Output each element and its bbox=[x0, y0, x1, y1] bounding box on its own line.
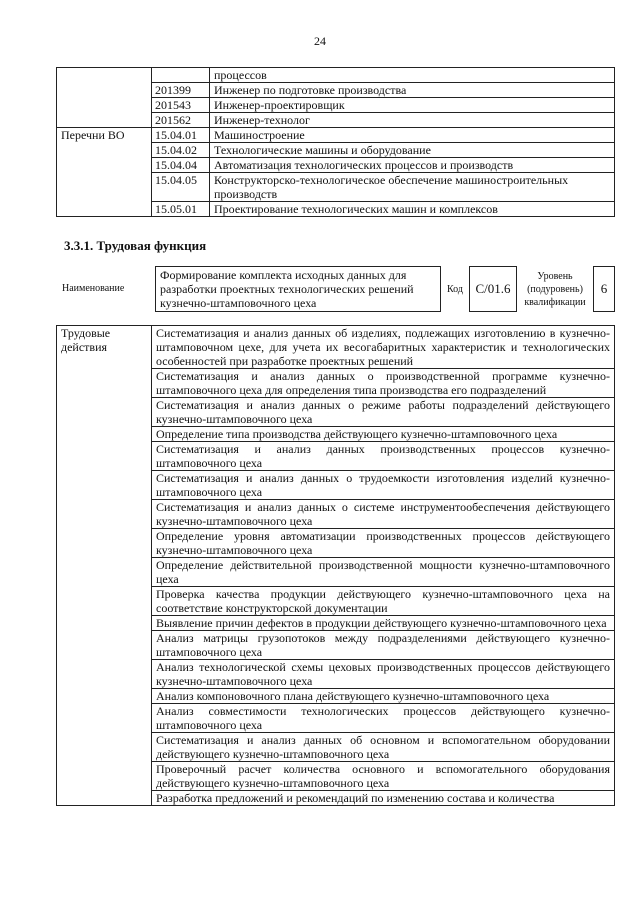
section-title: 3.3.1. Трудовая функция bbox=[64, 238, 207, 253]
labor-action: Проверка качества продукции действующего кузнечно-штамповочного цеха на соответствие конструкторской документации bbox=[152, 587, 615, 616]
row-text: Машиностроение bbox=[210, 128, 615, 143]
row-code bbox=[152, 68, 210, 83]
row-code: 15.04.04 bbox=[152, 158, 210, 173]
labor-action: Анализ технологической схемы цеховых производственных процессов действующего кузнечно-штамповочного цеха bbox=[152, 660, 615, 689]
labor-actions-table bbox=[56, 325, 615, 806]
labor-action: Систематизация и анализ данных о системе инструментообеспечения действующего кузнечно-штамповочного цеха bbox=[152, 500, 615, 529]
labor-action: Разработка предложений и рекомендаций по изменению состава и количества bbox=[152, 791, 615, 806]
labor-action: Анализ совместимости технологических процессов действующего кузнечно-штамповочного цеха bbox=[152, 704, 615, 733]
labor-action: Систематизация и анализ данных о режиме работы подразделений действующего кузнечно-штамповочного цеха bbox=[152, 398, 615, 427]
labor-action: Систематизация и анализ данных об основном и вспомогательном оборудовании действующего кузнечно-штамповочного цеха bbox=[152, 733, 615, 762]
row-code: 15.04.01 bbox=[152, 128, 210, 143]
name-label: Наименование bbox=[62, 283, 125, 294]
row-code: 201399 bbox=[152, 83, 210, 98]
table-row bbox=[57, 128, 615, 143]
labor-action: Систематизация и анализ данных производственных процессов кузнечно-штамповочного цеха bbox=[152, 442, 615, 471]
row-code: 201562 bbox=[152, 113, 210, 128]
labor-actions-label: Трудовые действия bbox=[57, 326, 152, 806]
row-group-label: Перечни ВО bbox=[57, 128, 152, 217]
labor-action: Определение уровня автоматизации производственных процессов действующего кузнечно-штамповочного цеха bbox=[152, 529, 615, 558]
row-text: Технологические машины и оборудование bbox=[210, 143, 615, 158]
row-text: Инженер по подготовке производства bbox=[210, 83, 615, 98]
row-text: Конструкторско-технологическое обеспечение машиностроительных производств bbox=[210, 173, 615, 202]
row-text: Инженер-проектировщик bbox=[210, 98, 615, 113]
row-code: 201543 bbox=[152, 98, 210, 113]
row-code: 15.04.02 bbox=[152, 143, 210, 158]
level-label: Уровень (подуровень) квалификации bbox=[524, 271, 586, 308]
row-text: процессов bbox=[210, 68, 615, 83]
row-text: Проектирование технологических машин и комплексов bbox=[210, 202, 615, 217]
labor-action: Систематизация и анализ данных о производственной программе кузнечно-штамповочного цеха для определения типа производства его подразделений bbox=[152, 369, 615, 398]
labor-action: Систематизация и анализ данных о трудоемкости изготовления изделий кузнечно-штамповочного цеха bbox=[152, 471, 615, 500]
row-text: Инженер-технолог bbox=[210, 113, 615, 128]
code-label: Код bbox=[447, 284, 463, 295]
row-text: Автоматизация технологических процессов и производств bbox=[210, 158, 615, 173]
labor-action: Определение типа производства действующего кузнечно-штамповочного цеха bbox=[152, 427, 615, 442]
function-code-box: C/01.6 bbox=[469, 266, 517, 312]
table-row bbox=[57, 326, 615, 369]
table-row bbox=[57, 68, 615, 83]
labor-action: Выявление причин дефектов в продукции действующего кузнечно-штамповочного цеха bbox=[152, 616, 615, 631]
labor-action: Определение действительной производственной мощности кузнечно-штамповочного цеха bbox=[152, 558, 615, 587]
labor-action: Проверочный расчет количества основного и вспомогательного оборудования действующего кузнечно-штамповочного цеха bbox=[152, 762, 615, 791]
labor-action: Систематизация и анализ данных об изделиях, подлежащих изготовлению в кузнечно-штамповочном цехе, для учета их весогабаритных характеристик и технологических особенностей при разработке проектных решений bbox=[152, 326, 615, 369]
level-box: 6 bbox=[593, 266, 615, 312]
education-table bbox=[56, 67, 615, 217]
labor-action: Анализ компоновочного плана действующего кузнечно-штамповочного цеха bbox=[152, 689, 615, 704]
page-number: 24 bbox=[314, 34, 326, 48]
row-code: 15.04.05 bbox=[152, 173, 210, 202]
function-name-box: Формирование комплекта исходных данных для разработки проектных технологических решений кузнечно-штамповочного цеха bbox=[155, 266, 441, 312]
labor-action: Анализ матрицы грузопотоков между подразделениями действующего кузнечно-штамповочного цеха bbox=[152, 631, 615, 660]
row-code: 15.05.01 bbox=[152, 202, 210, 217]
row-group-label bbox=[57, 68, 152, 128]
